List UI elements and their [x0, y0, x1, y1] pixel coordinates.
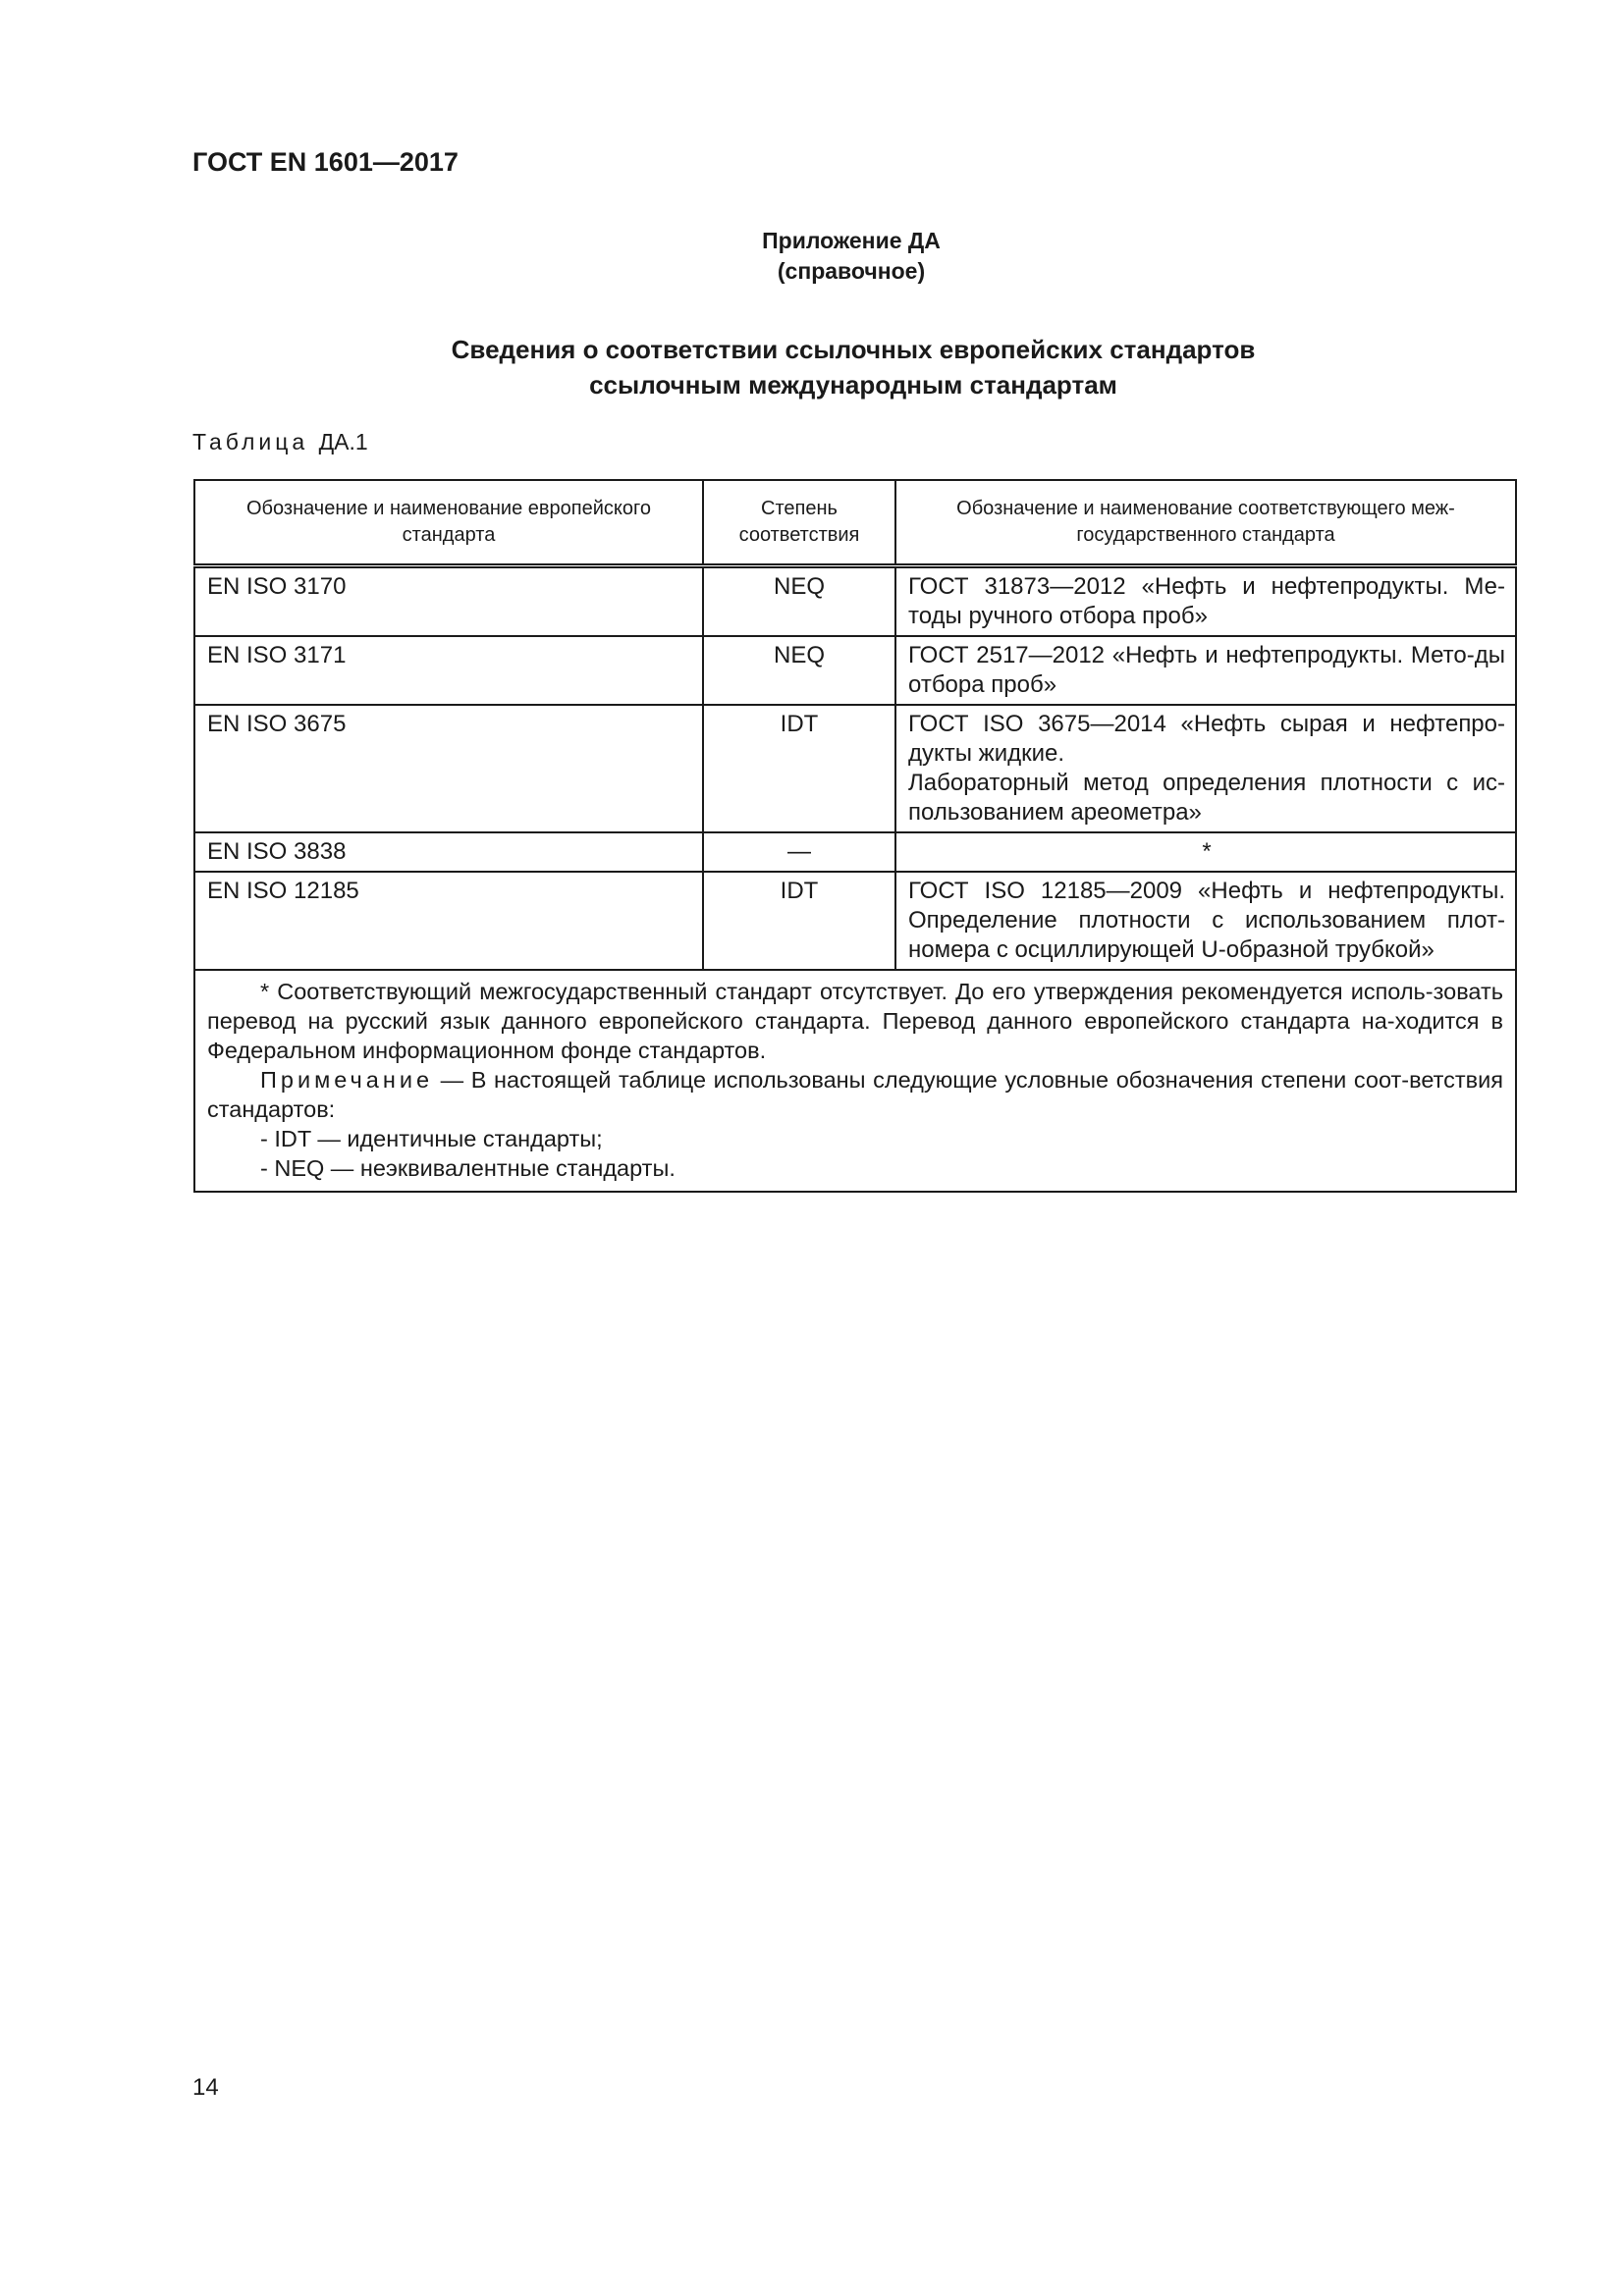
note-label: Примечание	[260, 1067, 434, 1093]
cell-degree: NEQ	[703, 636, 895, 705]
cell-degree: NEQ	[703, 566, 895, 637]
appendix-title: Приложение ДА	[762, 228, 941, 253]
column-header-degree: Степень соответствия	[703, 480, 895, 566]
cell-european-code: EN ISO 3171	[194, 636, 703, 705]
cell-interstate-name	[895, 705, 1516, 832]
table-label-word: Таблица	[192, 429, 309, 454]
table-row	[194, 872, 1516, 970]
table-footnote	[194, 970, 1516, 1192]
table-row	[194, 566, 1516, 637]
table-row	[194, 705, 1516, 832]
cell-degree: IDT	[703, 705, 895, 832]
column-header-interstate-standard: Обозначение и наименование соответствующего меж-государственного стандарта	[895, 480, 1516, 566]
table-label	[192, 429, 368, 455]
document-code-header: ГОСТ EN 1601—2017	[192, 147, 459, 177]
cell-degree: —	[703, 832, 895, 872]
table-row	[194, 832, 1516, 872]
cell-european-code: EN ISO 3675	[194, 705, 703, 832]
cell-interstate-name: *	[895, 832, 1516, 872]
cell-european-code: EN ISO 12185	[194, 872, 703, 970]
footnote-text: * Соответствующий межгосударственный стандарт отсутствует. До его утверждения рекомендуется исполь-зовать перевод на русский язык данного европейского стандарта. Перевод данного европейского стандарта на-ходится в Федеральном информационном фонде стандартов.	[207, 979, 1503, 1063]
page-number: 14	[192, 2074, 219, 2101]
cell-interstate-name: ГОСТ ISO 12185—2009 «Нефть и нефтепродукты. Определение плотности с использованием плот-номера с осциллирующей U-образной трубкой»	[895, 872, 1516, 970]
document-title	[192, 332, 1514, 402]
table-header-row	[194, 480, 1516, 566]
table-footnote-row	[194, 970, 1516, 1192]
appendix-heading	[0, 226, 1624, 287]
note-item-idt: - IDT — идентичные стандарты;	[260, 1126, 603, 1151]
cell-european-code: EN ISO 3838	[194, 832, 703, 872]
note-item-neq: - NEQ — неэквивалентные стандарты.	[260, 1155, 676, 1181]
document-title-line-1: Сведения о соответствии ссылочных европейских стандартов	[451, 335, 1256, 364]
table-row	[194, 636, 1516, 705]
appendix-subtitle: (справочное)	[777, 258, 926, 284]
table-note	[207, 1065, 1503, 1124]
cell-interstate-name-line-1: ГОСТ ISO 3675—2014 «Нефть сырая и нефтепро-дукты жидкие.	[908, 711, 1505, 767]
cell-interstate-name: ГОСТ 2517—2012 «Нефть и нефтепродукты. Мето-ды отбора проб»	[895, 636, 1516, 705]
table-label-number: ДА.1	[318, 429, 368, 454]
column-header-european-standard: Обозначение и наименование европейского стандарта	[194, 480, 703, 566]
cell-european-code: EN ISO 3170	[194, 566, 703, 637]
cell-interstate-name: ГОСТ 31873—2012 «Нефть и нефтепродукты. Ме-тоды ручного отбора проб»	[895, 566, 1516, 637]
cell-degree: IDT	[703, 872, 895, 970]
note-text: — В настоящей таблице использованы следующие условные обозначения степени соот-ветствия стандартов:	[207, 1067, 1503, 1122]
correspondence-table	[193, 479, 1517, 1193]
document-title-line-2: ссылочным международным стандартам	[589, 370, 1117, 400]
cell-interstate-name-line-2: Лабораторный метод определения плотности с ис-пользованием ареометра»	[908, 770, 1505, 826]
